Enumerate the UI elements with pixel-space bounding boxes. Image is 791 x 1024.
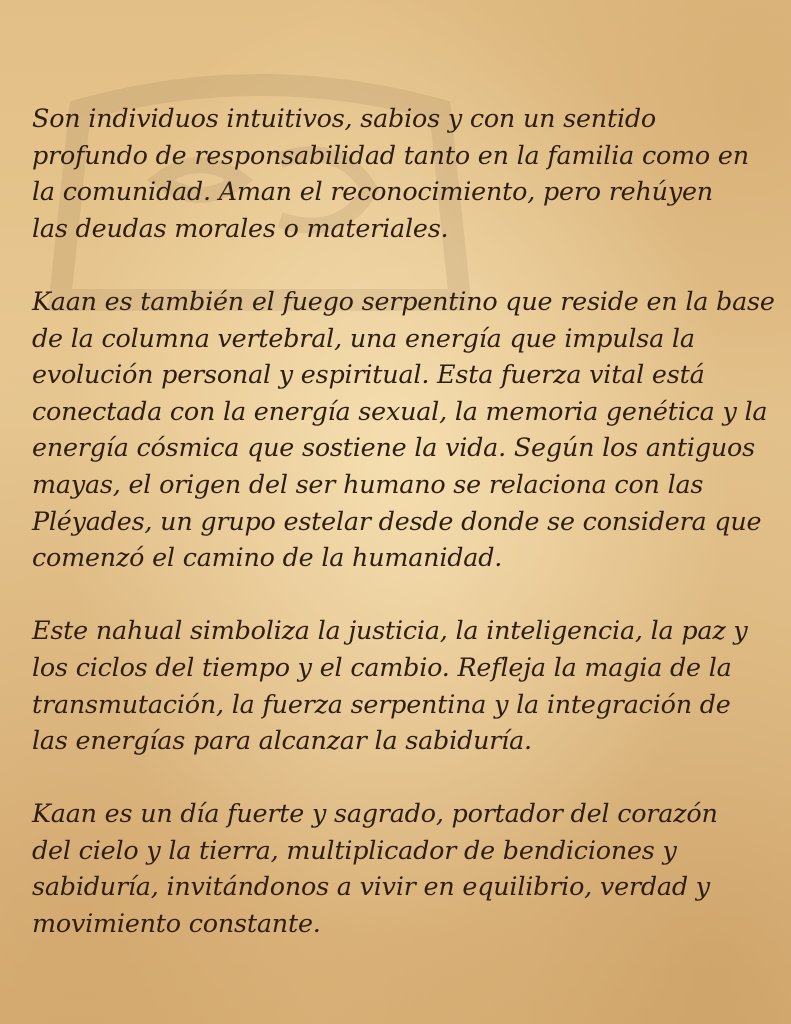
paragraph-1: Son individuos intuitivos, sabios y con un sentido profundo de responsabilidad tanto en la familia como en la comunidad. Aman el reconocimiento, pero rehúyen las deudas morales o materiales. (32, 103, 749, 243)
paragraph-3: Este nahual simboliza la justicia, la inteligencia, la paz y los ciclos del tiempo y el cambio. Refleja la magia de la transmutación, la fuerza serpentina y la integración de las energías para alcanzar la sabiduría. (32, 615, 748, 756)
document-body (32, 100, 784, 942)
paragraph-2: Kaan es también el fuego serpentino que reside en la base de la columna vertebral, una energía que impulsa la evolución personal y espiritual. Esta fuerza vital está conectada con la energía sexual, la memoria genética y la energía cósmica que sostiene la vida. Según los antiguos mayas, el origen del ser humano se relaciona con las Pléyades, un grupo estelar desde donde se considera que comenzó el camino de la humanidad. (32, 285, 775, 573)
paragraph-4: Kaan es un día fuerte y sagrado, portador del corazón del cielo y la tierra, multiplicador de bendiciones y sabiduría, invitándonos a vivir en equilibrio, verdad y movimiento constante. (32, 798, 718, 939)
